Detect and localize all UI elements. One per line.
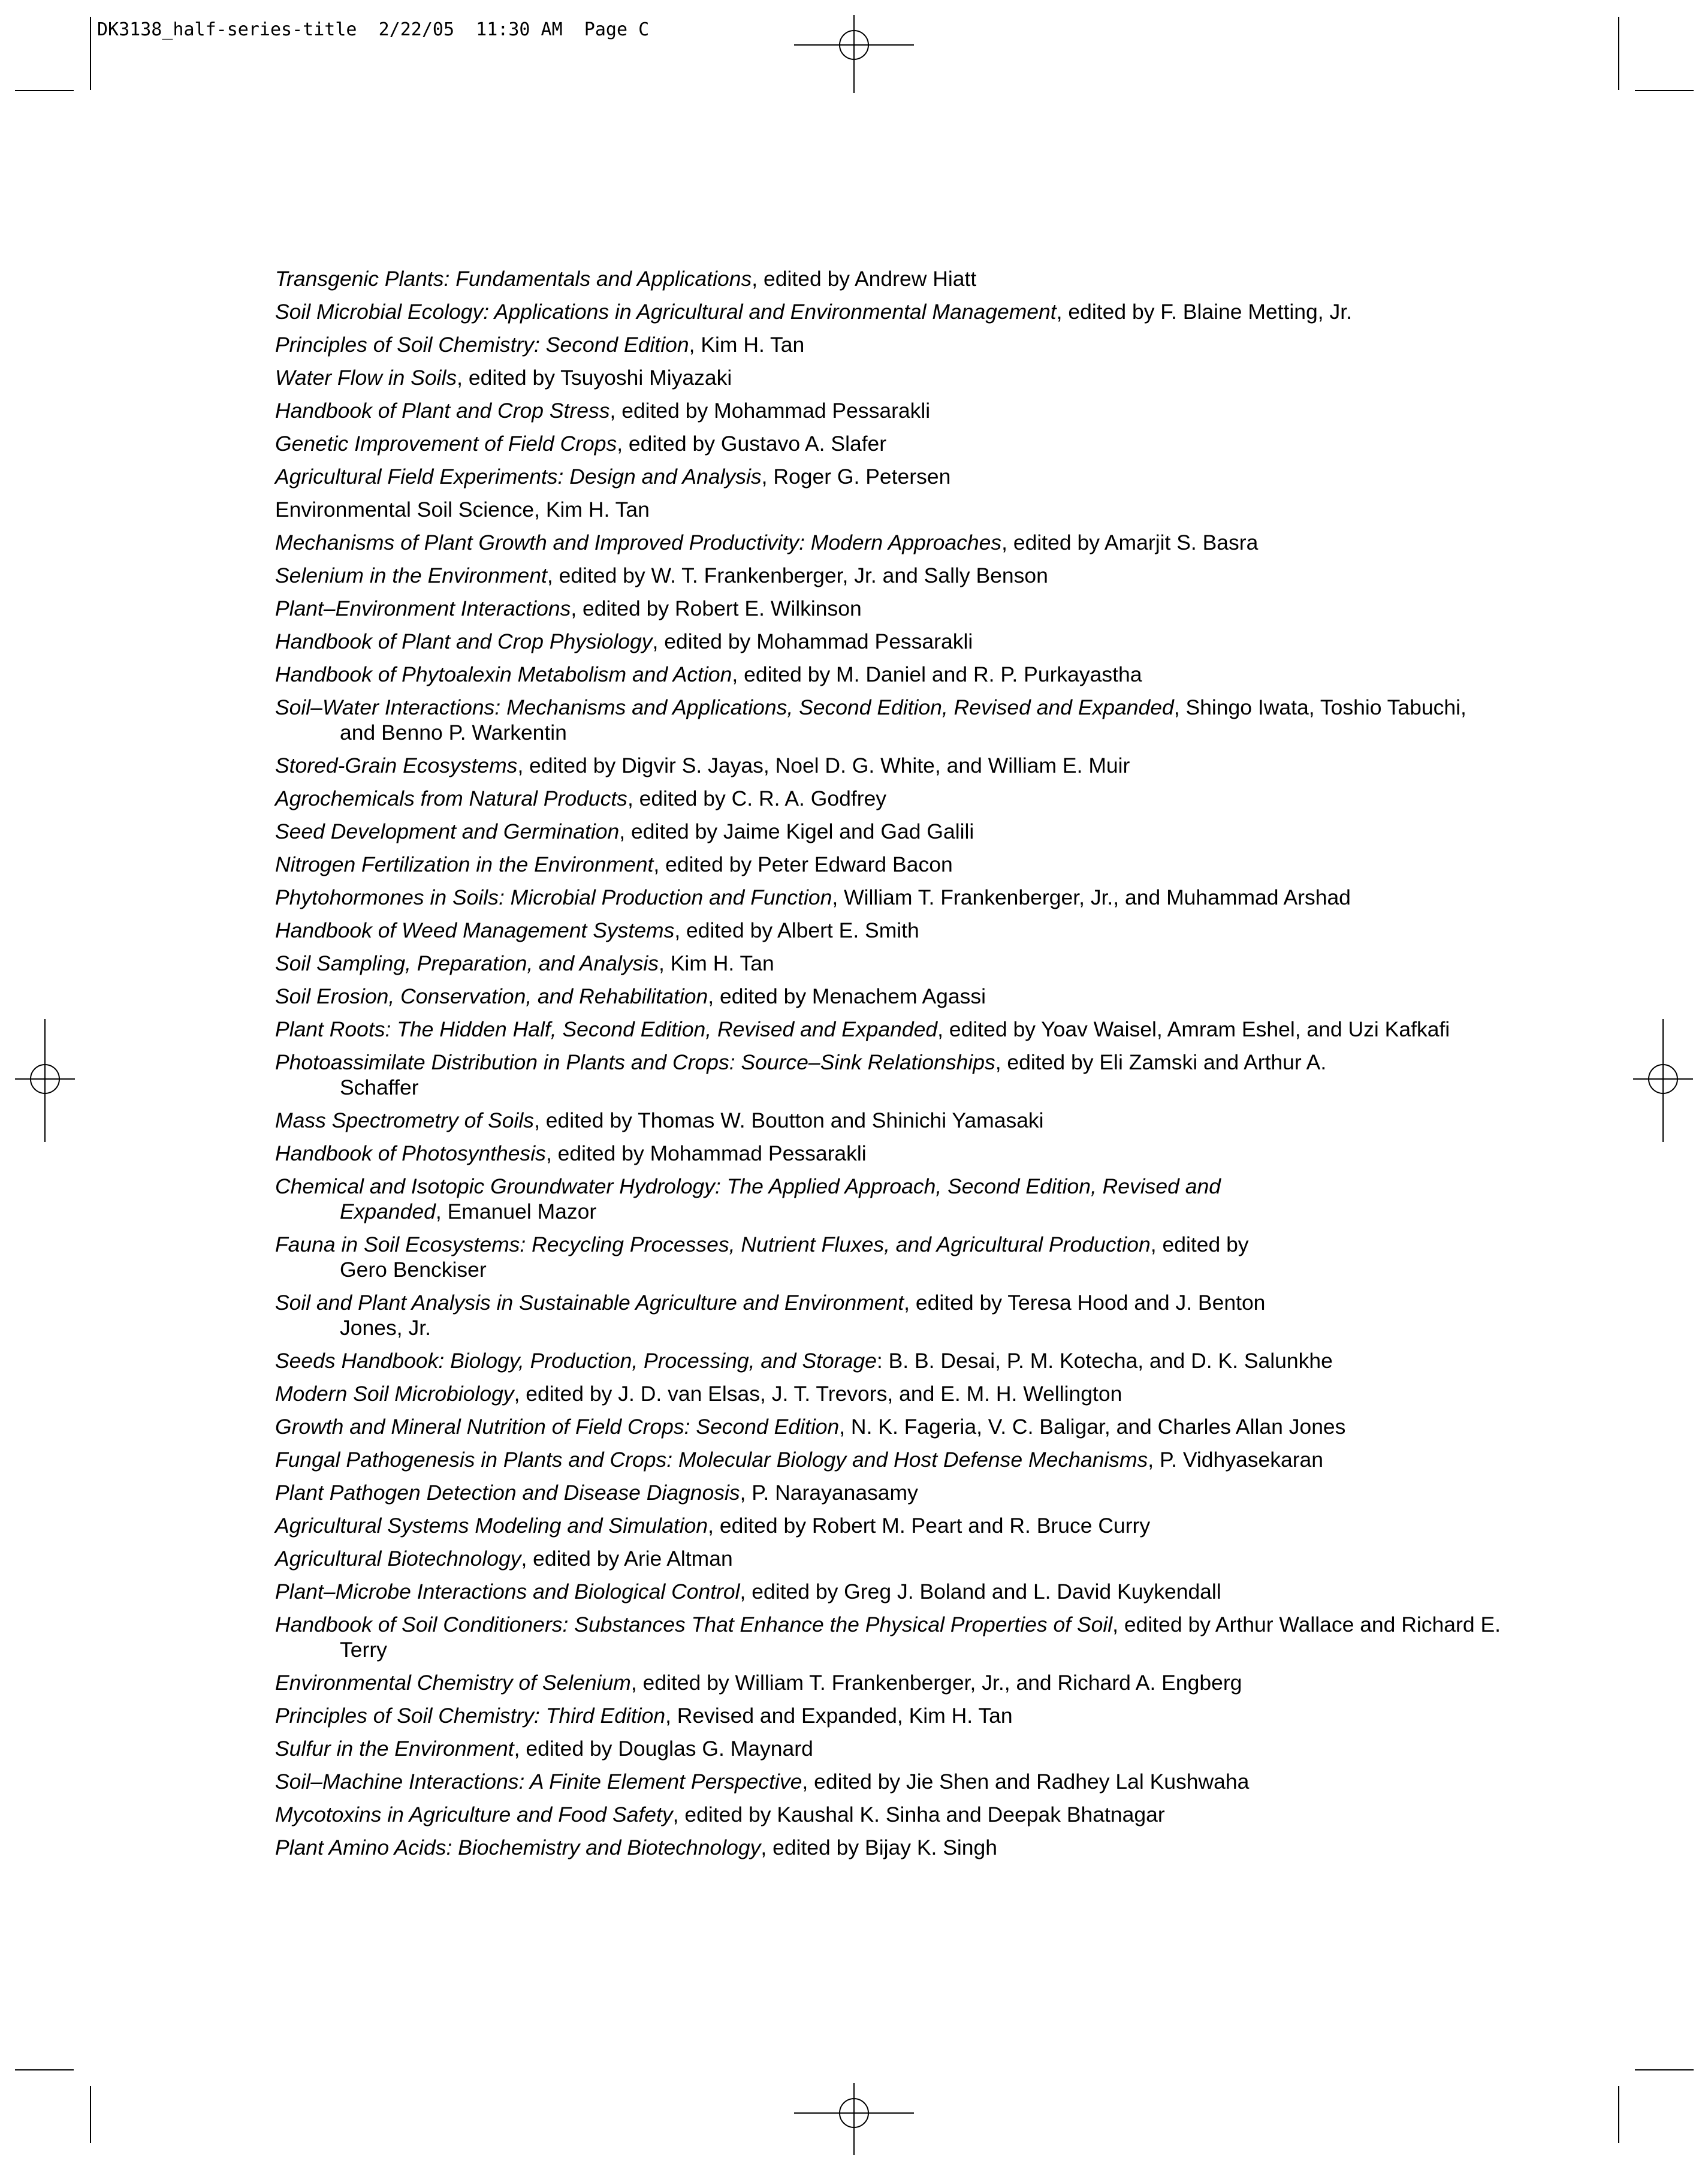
list-item: Water Flow in Soils, edited by Tsuyoshi Miyazaki (275, 366, 732, 390)
list-item: Sulfur in the Environment, edited by Douglas G. Maynard (275, 1737, 813, 1761)
list-item: Fungal Pathogenesis in Plants and Crops: Molecular Biology and Host Defense Mechanisms, P. Vidhyasekaran (275, 1448, 1324, 1472)
list-item: Soil and Plant Analysis in Sustainable Agriculture and Environment, edited by Teresa Hood and J. Benton Jones, Jr. (275, 1291, 1266, 1340)
list-item: Growth and Mineral Nutrition of Field Crops: Second Edition, N. K. Fageria, V. C. Baligar, and Charles Allan Jones (275, 1415, 1346, 1439)
list-item: Handbook of Phytoalexin Metabolism and Action, edited by M. Daniel and R. P. Purkayastha (275, 662, 1142, 686)
registration-mark-top-icon (794, 15, 914, 93)
list-item: Plant–Microbe Interactions and Biological Control, edited by Greg J. Boland and L. David Kuykendall (275, 1580, 1221, 1604)
list-item: Photoassimilate Distribution in Plants and Crops: Source–Sink Relationships, edited by Eli Zamski and Arthur A. Schaffer (275, 1050, 1327, 1099)
list-item: Stored-Grain Ecosystems, edited by Digvir S. Jayas, Noel D. G. White, and William E. Muir (275, 754, 1130, 777)
list-item: Chemical and Isotopic Groundwater Hydrology: The Applied Approach, Second Edition, Revised and Expanded, Emanuel Mazor (275, 1174, 1221, 1223)
list-item: Handbook of Weed Management Systems, edited by Albert E. Smith (275, 918, 919, 942)
list-item: Plant Pathogen Detection and Disease Diagnosis, P. Narayanasamy (275, 1481, 918, 1505)
list-item: Plant–Environment Interactions, edited by Robert E. Wilkinson (275, 596, 862, 620)
list-item: Handbook of Plant and Crop Stress, edited by Mohammad Pessarakli (275, 399, 931, 423)
list-item: Agricultural Biotechnology, edited by Arie Altman (275, 1547, 733, 1571)
crop-mark (1635, 90, 1694, 91)
list-item: Seed Development and Germination, edited by Jaime Kigel and Gad Galili (275, 819, 974, 843)
crop-mark (15, 90, 74, 91)
list-item: Soil Microbial Ecology: Applications in Agricultural and Environmental Management, edited by F. Blaine Metting, Jr. (275, 300, 1352, 324)
list-item: Selenium in the Environment, edited by W. T. Frankenberger, Jr. and Sally Benson (275, 563, 1048, 587)
list-item: Agricultural Field Experiments: Design and Analysis, Roger G. Petersen (275, 465, 951, 489)
list-item: Agrochemicals from Natural Products, edited by C. R. A. Godfrey (275, 786, 887, 810)
crop-mark (90, 2086, 91, 2143)
list-item: Soil Sampling, Preparation, and Analysis, Kim H. Tan (275, 951, 774, 975)
list-item: Mycotoxins in Agriculture and Food Safety, edited by Kaushal K. Sinha and Deepak Bhatnagar (275, 1803, 1165, 1827)
list-item: Modern Soil Microbiology, edited by J. D. van Elsas, J. T. Trevors, and E. M. H. Wellington (275, 1382, 1122, 1406)
list-item: Environmental Chemistry of Selenium, edited by William T. Frankenberger, Jr., and Richard A. Engberg (275, 1671, 1242, 1695)
list-item: Soil–Machine Interactions: A Finite Element Perspective, edited by Jie Shen and Radhey Lal Kushwaha (275, 1770, 1250, 1794)
list-item: Plant Roots: The Hidden Half, Second Edition, Revised and Expanded, edited by Yoav Waisel, Amram Eshel, and Uzi Kafkafi (275, 1017, 1450, 1041)
crop-mark (90, 17, 91, 90)
list-item: Agricultural Systems Modeling and Simulation, edited by Robert M. Peart and R. Bruce Curry (275, 1514, 1151, 1538)
list-item: Soil–Water Interactions: Mechanisms and Applications, Second Edition, Revised and Expanded, Shingo Iwata, Toshio Tabuchi, and Benno P. Warkentin (275, 695, 1466, 745)
list-item: Seeds Handbook: Biology, Production, Processing, and Storage: B. B. Desai, P. M. Kotecha, and D. K. Salunkhe (275, 1349, 1333, 1373)
list-item: Fauna in Soil Ecosystems: Recycling Processes, Nutrient Fluxes, and Agricultural Production, edited by Gero Benckiser (275, 1232, 1249, 1282)
crop-mark (15, 2069, 74, 2070)
list-item: Handbook of Soil Conditioners: Substances That Enhance the Physical Properties of Soil, edited by Arthur Wallace and Richard E. Terry (275, 1613, 1501, 1662)
list-item: Mechanisms of Plant Growth and Improved Productivity: Modern Approaches, edited by Amarjit S. Basra (275, 531, 1259, 554)
list-item: Nitrogen Fertilization in the Environment, edited by Peter Edward Bacon (275, 852, 953, 876)
list-item: Soil Erosion, Conservation, and Rehabilitation, edited by Menachem Agassi (275, 984, 986, 1008)
list-item: Environmental Soil Science, Kim H. Tan (275, 498, 650, 522)
crop-mark (1635, 2069, 1694, 2070)
list-item: Principles of Soil Chemistry: Second Edition, Kim H. Tan (275, 333, 805, 357)
list-item: Principles of Soil Chemistry: Third Edition, Revised and Expanded, Kim H. Tan (275, 1704, 1013, 1728)
book-series-list (275, 266, 1501, 1860)
slug-line: DK3138_half-series-title 2/22/05 11:30 AM Page C (97, 19, 650, 40)
list-item: Handbook of Plant and Crop Physiology, edited by Mohammad Pessarakli (275, 629, 973, 653)
registration-mark-left-icon (15, 1019, 75, 1142)
registration-mark-bottom-icon (794, 2083, 914, 2155)
list-item: Genetic Improvement of Field Crops, edited by Gustavo A. Slafer (275, 432, 887, 456)
registration-mark-right-icon (1633, 1019, 1693, 1142)
crop-mark (1618, 2086, 1619, 2143)
crop-mark (1618, 17, 1619, 90)
list-item: Handbook of Photosynthesis, edited by Mohammad Pessarakli (275, 1141, 867, 1165)
list-item: Transgenic Plants: Fundamentals and Applications, edited by Andrew Hiatt (275, 267, 977, 291)
list-item: Phytohormones in Soils: Microbial Production and Function, William T. Frankenberger, Jr., and Muhammad Arshad (275, 885, 1351, 909)
list-item: Mass Spectrometry of Soils, edited by Thomas W. Boutton and Shinichi Yamasaki (275, 1108, 1044, 1132)
list-item: Plant Amino Acids: Biochemistry and Biotechnology, edited by Bijay K. Singh (275, 1835, 998, 1859)
